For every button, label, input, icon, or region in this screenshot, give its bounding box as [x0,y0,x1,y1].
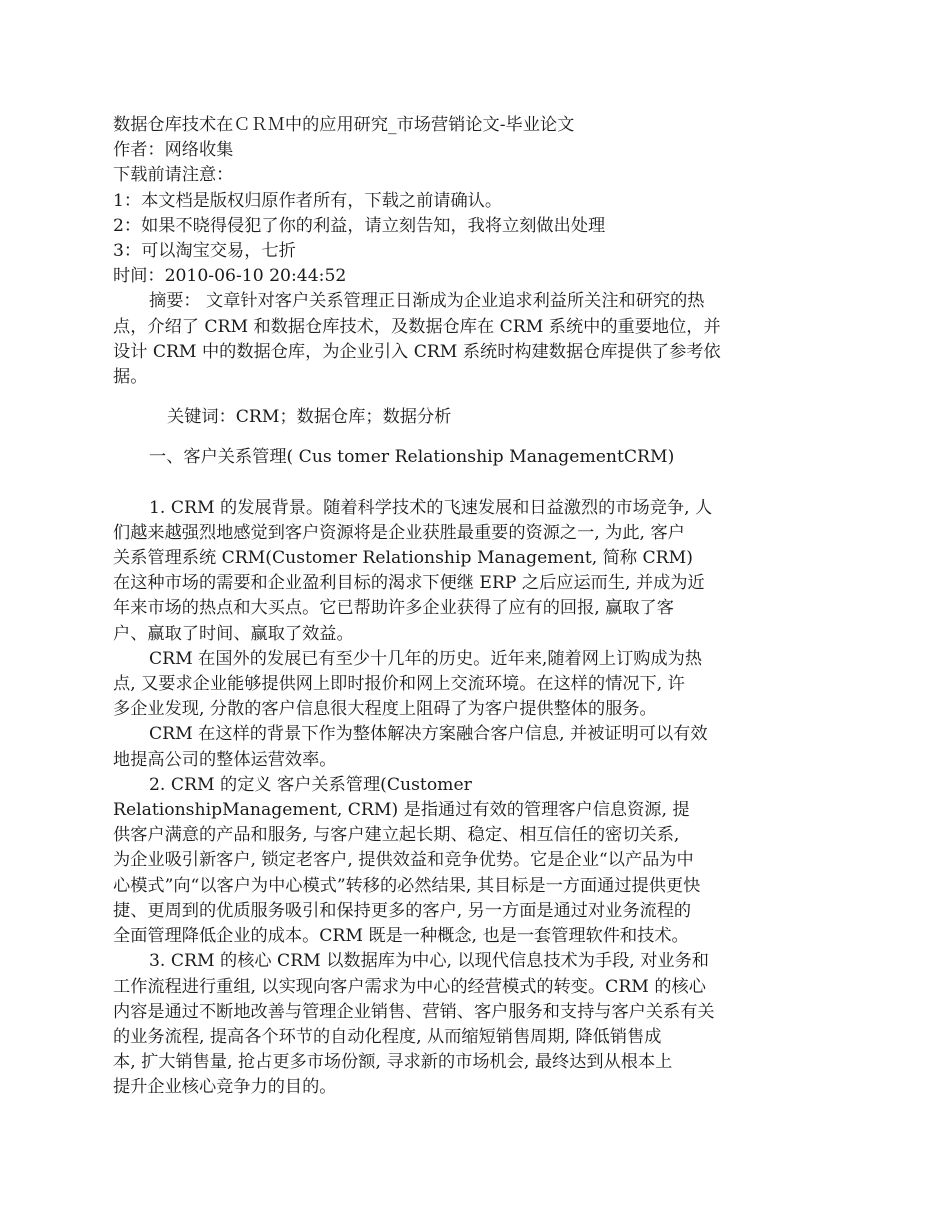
paragraph-line: 3. CRM 的核心 CRM 以数据库为中心, 以现代信息技术为手段, 对业务和 [149,951,709,972]
section-heading: 一、客户关系管理( Cus tomer Relationship ManagementCRM) [149,447,675,468]
paragraph-line: 户、赢取了时间、赢取了效益。 [113,623,354,644]
abstract-line: 设计 CRM 中的数据仓库，为企业引入 CRM 系统时构建数据仓库提供了参考依 [113,341,721,362]
paragraph-line: 1. CRM 的发展背景。随着科学技术的飞速发展和日益激烈的市场竞争, 人 [149,497,713,518]
notice-item-3: 3：可以淘宝交易，七折 [113,241,296,262]
paragraph-line: 心模式”向“以客户为中心模式”转移的必然结果, 其目标是一方面通过提供更快 [113,875,701,896]
paragraph-line: 在这种市场的需要和企业盈利目标的渴求下便继 ERP 之后应运而生, 并成为近 [113,573,705,594]
document-body [113,113,768,1101]
notice-item-1: 1：本文档是版权归原作者所有，下载之前请确认。 [113,190,503,211]
paragraph-background [113,496,768,647]
abstract-paragraph [113,289,768,390]
paragraph-line: 地提高公司的整体运营效率。 [113,749,337,770]
document-title: 数据仓库技术在ＣＲＭ中的应用研究_市场营销论文-毕业论文 [113,115,575,135]
paragraph-line: 捷、更周到的优质服务吸引和保持更多的客户, 另一方面是通过对业务流程的 [113,900,692,921]
paragraph-line: CRM 在这样的背景下作为整体解决方案融合客户信息, 并被证明可以有效 [149,724,708,745]
paragraph-line: 全面管理降低企业的成本。CRM 既是一种概念, 也是一套管理软件和技术。 [113,926,689,947]
paragraph-line: CRM 在国外的发展已有至少十几年的历史。近年来,随着网上订购成为热 [149,648,703,669]
notice-heading: 下载前请注意： [113,165,234,186]
notice-item-2: 2：如果不晓得侵犯了你的利益，请立刻告知，我将立刻做出处理 [113,215,606,236]
paragraph-definition [113,773,768,949]
abstract-line: 据。 [113,367,148,388]
paragraph-solution [113,722,768,772]
paragraph-line: 供客户满意的产品和服务, 与客户建立起长期、稳定、相互信任的密切关系, [113,825,680,846]
paragraph-line: 多企业发现, 分散的客户信息很大程度上阻碍了为客户提供整体的服务。 [113,699,657,720]
time-line: 时间：2010-06-10 20:44:52 [113,266,347,287]
paragraph-line: 年来市场的热点和大买点。它已帮助许多企业获得了应有的回报, 赢取了客 [113,598,674,619]
paragraph-core [113,949,768,1100]
abstract-line: 点，介绍了 CRM 和数据仓库技术，及数据仓库在 CRM 系统中的重要地位，并 [113,316,721,337]
paragraph-line: 们越来越强烈地感觉到客户资源将是企业获胜最重要的资源之一, 为此, 客户 [113,522,685,543]
paragraph-line: 提升企业核心竞争力的目的。 [113,1077,337,1098]
paragraph-line: RelationshipManagement, CRM) 是指通过有效的管理客户信息资源, 提 [113,800,690,821]
paragraph-history [113,647,768,723]
paragraph-line: 为企业吸引新客户, 锁定老客户, 提供效益和竞争优势。它是企业“以产品为中 [113,850,694,871]
paragraph-line: 工作流程进行重组, 以实现向客户需求为中心的经营模式的转变。CRM 的核心 [113,976,706,997]
paragraph-line: 点, 又要求企业能够提供网上即时报价和网上交流环境。在这样的情况下, 许 [113,674,685,695]
paragraph-line: 的业务流程, 提高各个环节的自动化程度, 从而缩短销售周期, 降低销售成 [113,1026,662,1047]
author-line: 作者：网络收集 [113,140,234,161]
keywords-line: 关键词：CRM；数据仓库；数据分析 [167,407,452,428]
paragraph-line: 内容是通过不断地改善与管理企业销售、营销、客户服务和支持与客户关系有关 [113,1001,715,1022]
paragraph-line: 本, 扩大销售量, 抢占更多市场份额, 寻求新的市场机会, 最终达到从根本上 [113,1052,673,1073]
abstract-line: 摘要： 文章针对客户关系管理正日渐成为企业追求利益所关注和研究的热 [149,291,705,312]
paragraph-line: 2. CRM 的定义 客户关系管理(Customer [149,774,472,795]
paragraph-line: 关系管理系统 CRM(Customer Relationship Management, 简称 CRM) [113,548,693,569]
